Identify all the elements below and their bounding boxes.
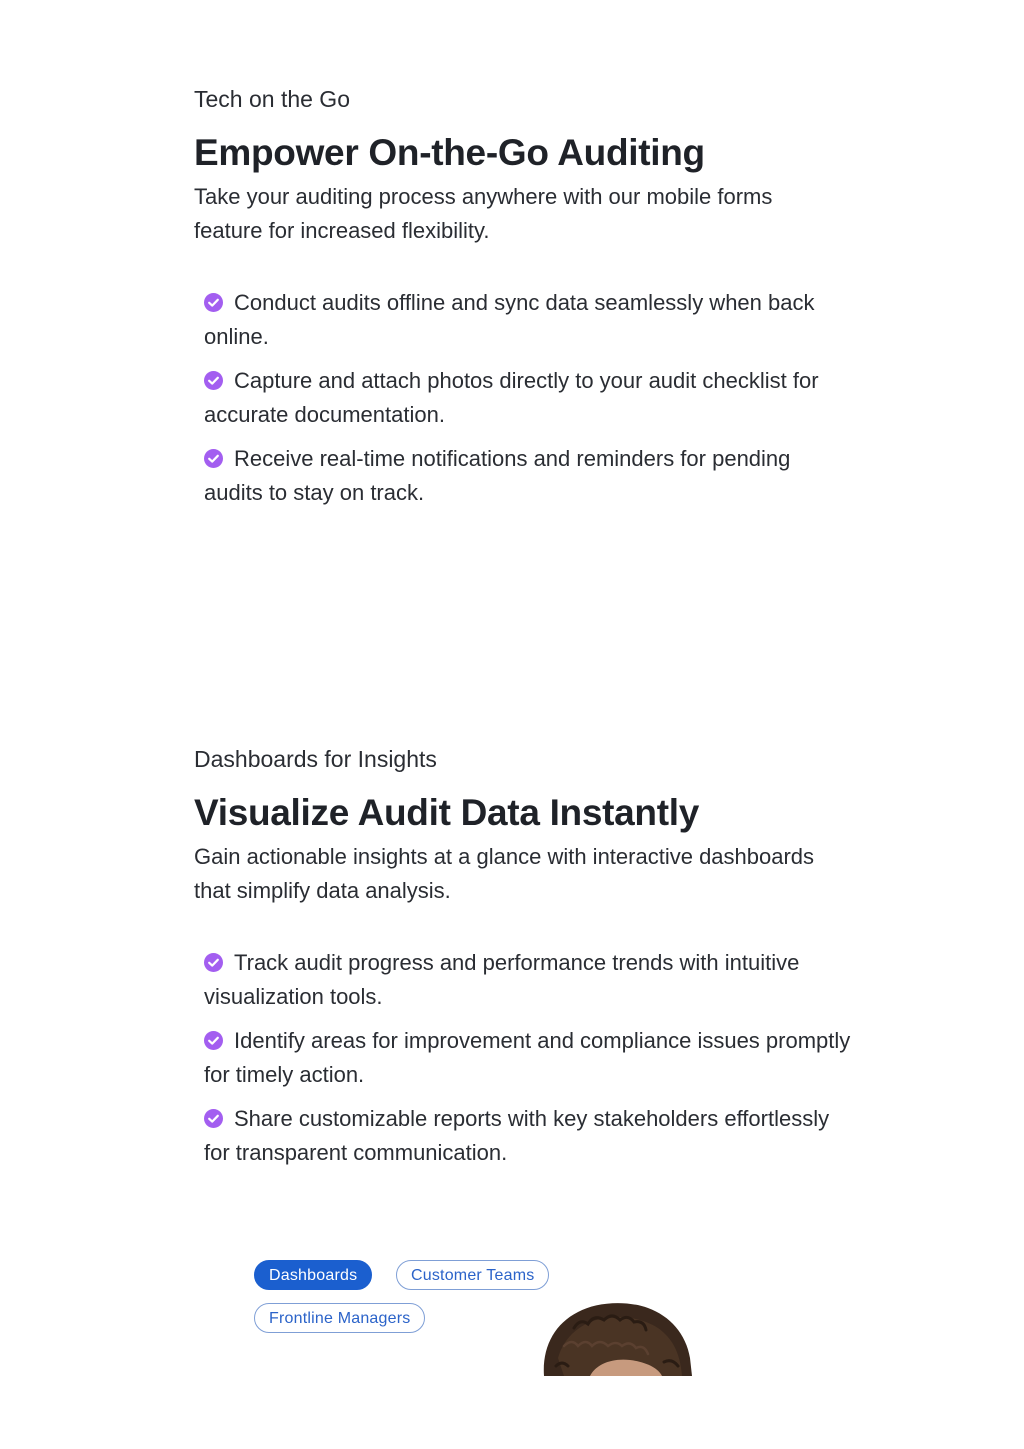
- feature-text: Track audit progress and performance trends with intuitive visualization tools.: [204, 950, 800, 1009]
- check-circle-icon: [204, 449, 223, 468]
- feature-section-mobile: [194, 84, 854, 520]
- check-circle-icon: [204, 293, 223, 312]
- feature-text: Identify areas for improvement and compliance issues promptly for timely action.: [204, 1028, 851, 1087]
- section-subtext: Take your auditing process anywhere with our mobile forms feature for increased flexibility.: [194, 184, 773, 243]
- feature-item: [204, 946, 854, 1014]
- section-heading: Empower On-the-Go Auditing: [194, 132, 705, 173]
- feature-item: [204, 1102, 854, 1170]
- feature-item: [204, 364, 854, 432]
- section-eyebrow: Tech on the Go: [194, 86, 350, 112]
- feature-section-dashboards: [194, 744, 854, 1180]
- feature-item: [204, 1024, 854, 1092]
- section-subtext: Gain actionable insights at a glance with interactive dashboards that simplify data analysis.: [194, 844, 815, 903]
- dashboard-preview: [254, 1258, 694, 1376]
- feature-text: Receive real-time notifications and reminders for pending audits to stay on track.: [204, 446, 791, 505]
- check-circle-icon: [204, 371, 223, 390]
- feature-list: [204, 946, 854, 1170]
- feature-text: Share customizable reports with key stakeholders effortlessly for transparent communication.: [204, 1106, 830, 1165]
- feature-item: [204, 442, 854, 510]
- feature-text: Conduct audits offline and sync data seamlessly when back online.: [204, 290, 815, 349]
- chip-frontline-managers[interactable]: Frontline Managers: [254, 1303, 425, 1333]
- check-circle-icon: [204, 1109, 223, 1128]
- section-eyebrow: Dashboards for Insights: [194, 746, 437, 772]
- chip-dashboards[interactable]: Dashboards: [254, 1260, 372, 1290]
- section-heading: Visualize Audit Data Instantly: [194, 792, 700, 833]
- chip-customer-teams[interactable]: Customer Teams: [396, 1260, 549, 1290]
- check-circle-icon: [204, 1031, 223, 1050]
- feature-text: Capture and attach photos directly to your audit checklist for accurate documentation.: [204, 368, 819, 427]
- person-photo: [534, 1288, 694, 1376]
- feature-list: [204, 286, 854, 510]
- check-circle-icon: [204, 953, 223, 972]
- feature-item: [204, 286, 854, 354]
